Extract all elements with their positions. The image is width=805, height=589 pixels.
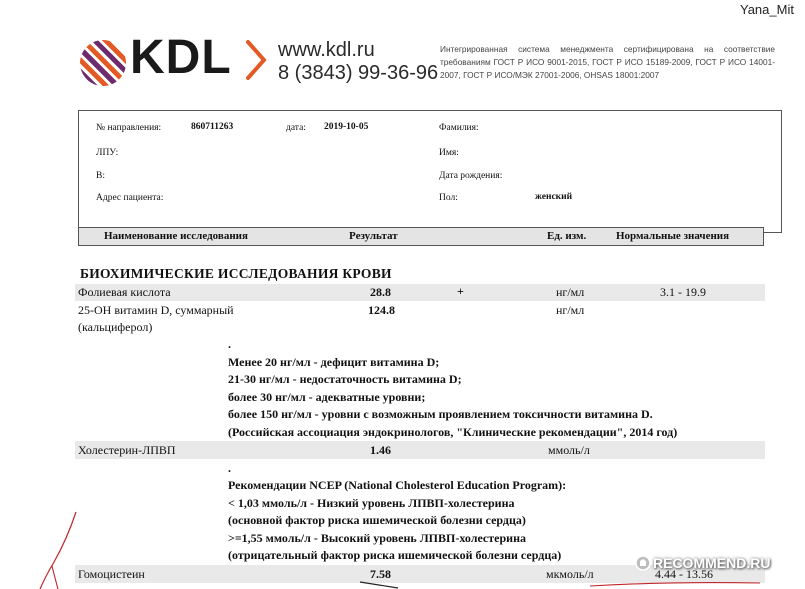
test-unit: ммоль/л bbox=[548, 443, 590, 457]
direction-label: № направления: bbox=[96, 123, 162, 133]
column-header-result: Результат bbox=[349, 230, 398, 242]
note-bullet: . bbox=[228, 461, 231, 475]
test-name: Фолиевая кислота bbox=[78, 285, 171, 299]
date-label: дата: bbox=[286, 123, 306, 133]
test-name-continued: (кальциферол) bbox=[78, 320, 153, 334]
birth-date-label: Дата рождения: bbox=[439, 171, 503, 181]
column-header-normal: Нормальные значения bbox=[616, 230, 730, 242]
name-label: Имя: bbox=[439, 148, 459, 158]
site-url: www.kdl.ru bbox=[278, 39, 375, 61]
note-line: Рекомендации NCEP (National Cholesterol Education Program): bbox=[228, 478, 567, 492]
note-line: Менее 20 нг/мл - дефицит витамина D; bbox=[228, 355, 440, 369]
recommend-logo-icon bbox=[635, 555, 651, 571]
uploader-username: Yana_Mit bbox=[740, 2, 794, 17]
results-table-header bbox=[78, 227, 764, 246]
test-result: 7.58 bbox=[370, 567, 391, 581]
direction-value: 860711263 bbox=[191, 122, 234, 132]
lpu-label: ЛПУ: bbox=[96, 148, 119, 158]
section-title: БИОХИМИЧЕСКИЕ ИССЛЕДОВАНИЯ КРОВИ bbox=[80, 266, 392, 281]
note-bullet: . bbox=[228, 337, 231, 351]
chevron-right-icon bbox=[244, 40, 268, 80]
note-line: более 30 нг/мл - адекватные уровни; bbox=[228, 390, 426, 404]
test-unit: нг/мл bbox=[556, 285, 585, 299]
recommend-watermark: RECOMMEND.RU bbox=[653, 555, 771, 571]
test-normal-range: 4.44 - 13.56 bbox=[655, 567, 713, 581]
note-line: более 150 нг/мл - уровни с возможным проявлением токсичности витамина D. bbox=[228, 407, 653, 421]
date-value: 2019-10-05 bbox=[324, 122, 369, 132]
note-line: < 1,03 ммоль/л - Низкий уровень ЛПВП-холестерина bbox=[228, 496, 515, 510]
test-unit: нг/мл bbox=[556, 303, 585, 317]
test-name: Холестерин-ЛПВП bbox=[78, 443, 176, 457]
note-line: (отрицательный фактор риска ишемической болезни сердца) bbox=[228, 548, 562, 562]
kdl-logo-icon bbox=[80, 40, 126, 86]
v-label: В: bbox=[96, 171, 105, 181]
test-unit: мкмоль/л bbox=[546, 567, 594, 581]
address-label: Адрес пациента: bbox=[96, 193, 164, 203]
patient-info-box bbox=[78, 110, 782, 233]
test-result: 28.8 bbox=[370, 285, 391, 299]
note-line: (основной фактор риска ишемической болезни сердца) bbox=[228, 513, 526, 527]
note-line: >=1,55 ммоль/л - Высокий уровень ЛПВП-холестерина bbox=[228, 531, 526, 545]
surname-label: Фамилия: bbox=[439, 123, 479, 133]
column-header-unit: Ед. изм. bbox=[547, 230, 587, 242]
test-result: 124.8 bbox=[368, 303, 395, 317]
sex-value: женский bbox=[535, 192, 573, 202]
table-row-shade bbox=[75, 441, 765, 459]
test-name: Гомоцистеин bbox=[78, 567, 145, 581]
note-line: (Российская ассоциация эндокринологов, "Клинические рекомендации", 2014 год) bbox=[228, 425, 678, 439]
test-result: 1.46 bbox=[370, 443, 391, 457]
test-name: 25-ОН витамин D, суммарный bbox=[78, 303, 234, 317]
result-flag: + bbox=[457, 284, 464, 298]
certification-text: Интегрированная система менеджмента сертифицирована на соответствие требованиям ГОСТ Р ИСО 9001-2015, ГОСТ Р ИСО 15189-2009, ГОСТ Р ИСО 14001-2007, ГОСТ Р ИСО/МЭК 27001-2006, OHSAS 18001:2007 bbox=[440, 44, 775, 80]
kdl-logo-text: KDL bbox=[130, 31, 232, 84]
note-line: 21-30 нг/мл - недостаточность витамина D; bbox=[228, 372, 462, 386]
phone-number: 8 (3843) 99-36-96 bbox=[278, 62, 439, 84]
sex-label: Пол: bbox=[439, 193, 458, 203]
test-normal-range: 3.1 - 19.9 bbox=[660, 285, 706, 299]
column-header-name: Наименование исследования bbox=[104, 230, 248, 242]
